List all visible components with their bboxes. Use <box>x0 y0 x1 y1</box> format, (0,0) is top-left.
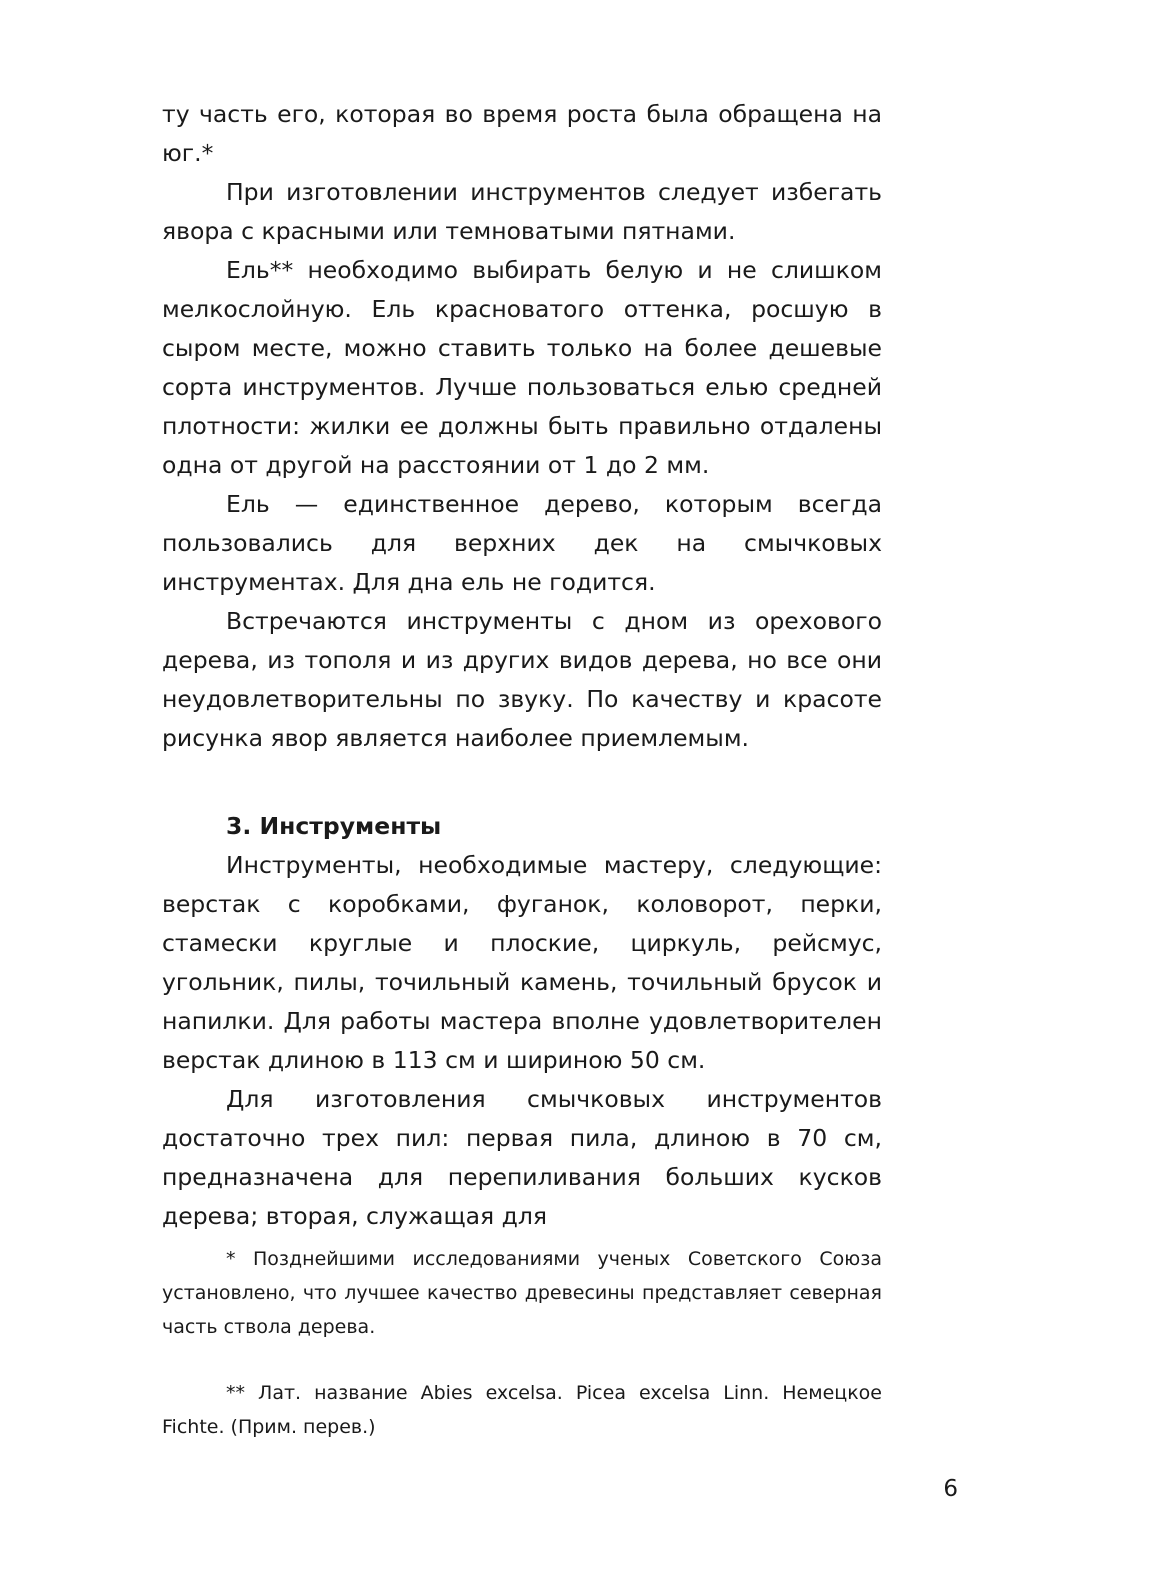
footnote: ** Лат. название Abies excelsa. Picea excelsa Linn. Немецкое Fichte. (Прим. перев.) <box>162 1382 882 1438</box>
section-heading: 3. Инструменты <box>226 812 442 840</box>
paragraph: Инструменты, необходимые мастеру, следующие: верстак с коробками, фуганок, коловорот, перки, стамески круглые и плоские, циркуль, рейсмус, угольник, пилы, точильный камень, точильный брусок и напилки. Для работы мастера вполне удовлетворителен верстак длиною в 113 см и шириною 50 см. <box>162 851 882 1074</box>
page-body <box>162 95 882 1236</box>
paragraph: При изготовлении инструментов следует избегать явора с красными или темноватыми пятнами. <box>162 178 882 245</box>
paragraph-continuation: ту часть его, которая во время роста была обращена на юг.* <box>162 100 882 167</box>
paragraph: Ель — единственное дерево, которым всегда пользовались для верхних дек на смычковых инструментах. Для дна ель не годится. <box>162 490 882 596</box>
page-number: 6 <box>943 1476 958 1502</box>
paragraph: Ель** необходимо выбирать белую и не слишком мелкослойную. Ель красноватого оттенка, росшую в сыром месте, можно ставить только на более дешевые сорта инструментов. Лучше пользоваться елью средней плотности: жилки ее должны быть правильно отдалены одна от другой на расстоянии от 1 до 2 мм. <box>162 256 882 479</box>
footnotes <box>162 1242 882 1444</box>
paragraph: Встречаются инструменты с дном из орехового дерева, из тополя и из других видов дерева, но все они неудовлетворительны по звуку. По качеству и красоте рисунка явор является наиболее приемлемым. <box>162 607 882 752</box>
footnote: * Позднейшими исследованиями ученых Советского Союза установлено, что лучшее качество древесины представляет северная часть ствола дерева. <box>162 1248 882 1338</box>
paragraph: Для изготовления смычковых инструментов достаточно трех пил: первая пила, длиною в 70 см, предназначена для перепиливания больших кусков дерева; вторая, служащая для <box>162 1085 882 1230</box>
